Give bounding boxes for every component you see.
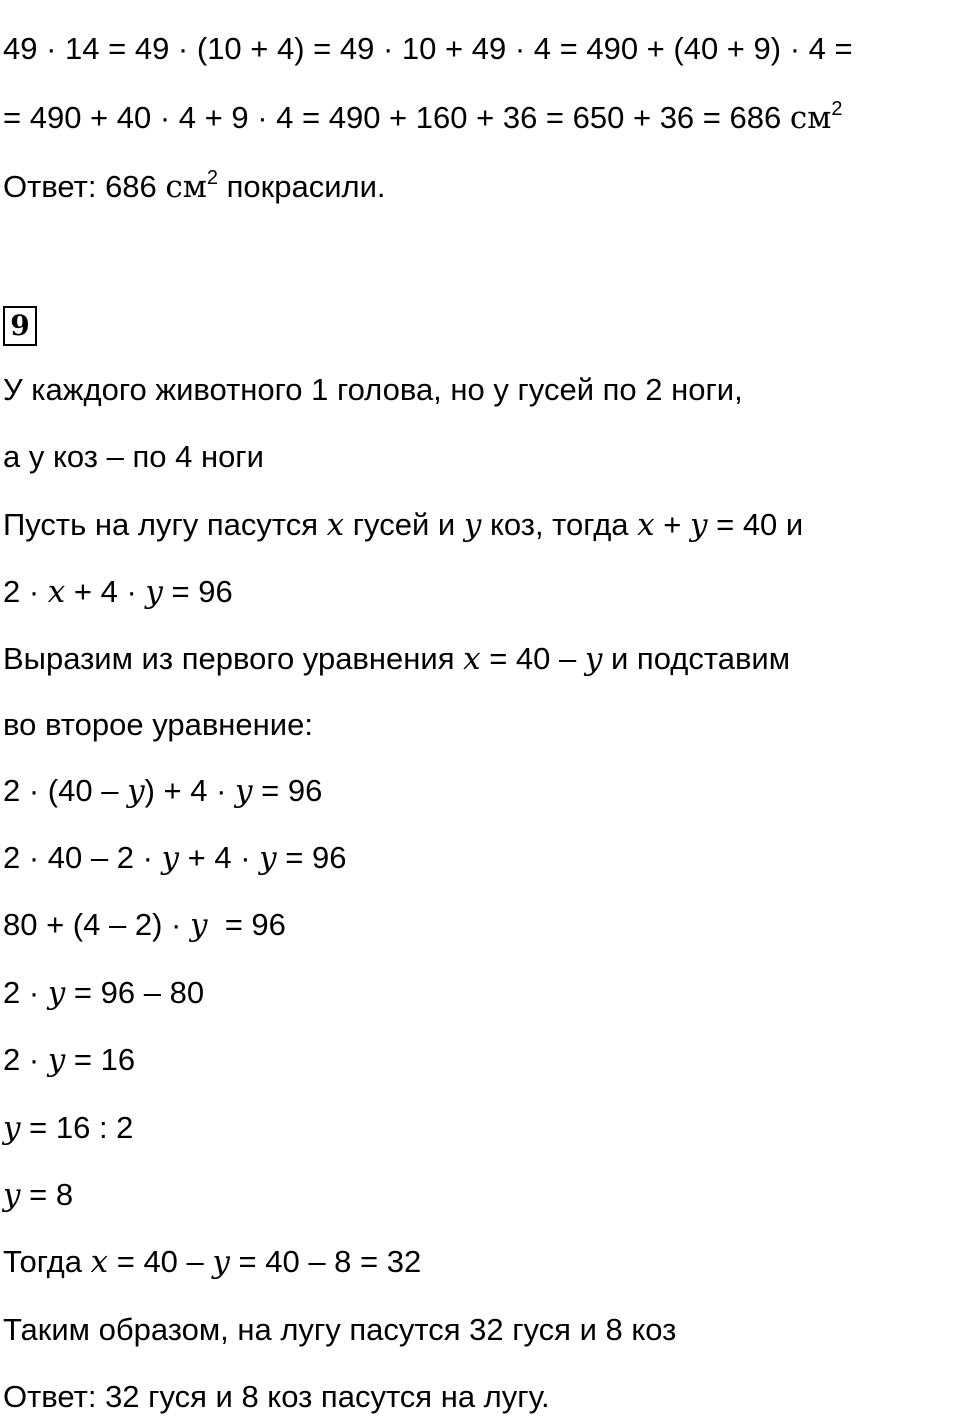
into-line: во второе уравнение: <box>3 707 313 742</box>
var-y: y <box>259 840 277 876</box>
text: = 40 и <box>707 507 804 542</box>
var-y: y <box>145 574 163 610</box>
text: = 40 – <box>480 641 585 676</box>
step-3 <box>3 905 286 945</box>
text: = 96 <box>276 840 347 875</box>
text: 2 · <box>3 1042 48 1077</box>
text: = 40 – <box>108 1244 213 1279</box>
var-y: y <box>689 507 708 543</box>
text: гусей и <box>344 507 464 542</box>
text: = 16 : 2 <box>20 1110 134 1145</box>
text: и подставим <box>602 641 791 676</box>
step-2 <box>3 838 347 878</box>
unit-cm: см <box>789 100 832 136</box>
text: 80 + (4 – 2) · <box>3 907 190 942</box>
unit-exponent: 2 <box>206 166 219 189</box>
text: = 8 <box>20 1177 74 1212</box>
var-y: y <box>212 1244 230 1280</box>
step-5 <box>3 1040 135 1080</box>
let-line <box>3 505 803 545</box>
var-x: x <box>47 574 66 610</box>
task-number-box: 9 <box>3 306 37 346</box>
text: Выразим из первого уравнения <box>3 641 464 676</box>
text: Тогда <box>3 1244 91 1279</box>
var-x: x <box>637 507 655 543</box>
step-7 <box>3 1175 73 1215</box>
prev-answer <box>3 167 386 207</box>
var-y: y <box>47 1042 66 1078</box>
answer-line: Ответ: 32 гуся и 8 коз пасутся на лугу. <box>3 1379 550 1414</box>
calc-line-1: 49 · 14 = 49 · (10 + 4) = 49 · 10 + 49 · 4 = 490 + (40 + 9) · 4 = <box>3 31 853 66</box>
var-y: y <box>3 1110 21 1146</box>
intro-line-1: У каждого животного 1 голова, но у гусей по 2 ноги, <box>3 372 743 407</box>
step-1 <box>3 771 322 811</box>
text: Пусть на лугу пасутся <box>3 507 327 542</box>
var-y: y <box>47 975 66 1011</box>
text: = 96 <box>162 574 233 609</box>
text: = 96 – 80 <box>65 975 205 1010</box>
text: + 4 · <box>65 574 146 609</box>
var-y: y <box>3 1177 21 1213</box>
prev-answer-prefix: Ответ: 686 <box>3 169 166 204</box>
var-y: y <box>584 641 603 677</box>
var-x: x <box>463 641 481 677</box>
express-line <box>3 639 790 679</box>
var-x: x <box>326 507 345 543</box>
var-y: y <box>161 840 180 876</box>
var-y: y <box>189 907 208 943</box>
text: 2 · <box>3 975 48 1010</box>
text: 2 · <box>3 574 48 609</box>
prev-answer-suffix: покрасили. <box>218 169 386 204</box>
unit-cm: см <box>165 169 207 205</box>
text: ) + 4 · <box>144 773 236 808</box>
var-y: y <box>127 773 145 809</box>
intro-line-2: а у коз – по 4 ноги <box>3 439 264 474</box>
step-6 <box>3 1108 133 1148</box>
calc-line-2 <box>3 98 842 138</box>
text: = 96 <box>252 773 323 808</box>
calc-line-2-text: = 490 + 40 · 4 + 9 · 4 = 490 + 160 + 36 = 650 + 36 = 686 <box>3 100 790 135</box>
text: 2 · 40 – 2 · <box>3 840 162 875</box>
equation-2 <box>3 572 233 612</box>
text: коз, тогда <box>481 507 638 542</box>
var-x: x <box>90 1244 109 1280</box>
text: + <box>654 507 690 542</box>
text: = 96 <box>207 907 286 942</box>
var-y: y <box>235 773 253 809</box>
text: = 40 – 8 = 32 <box>229 1244 422 1279</box>
var-y: y <box>463 507 482 543</box>
text: 2 · (40 – <box>3 773 128 808</box>
unit-exponent: 2 <box>831 97 843 120</box>
text: = 16 <box>65 1042 136 1077</box>
text: + 4 · <box>179 840 260 875</box>
summary-line: Таким образом, на лугу пасутся 32 гуся и 8 коз <box>3 1312 677 1347</box>
step-4 <box>3 973 204 1013</box>
then-line <box>3 1242 421 1282</box>
